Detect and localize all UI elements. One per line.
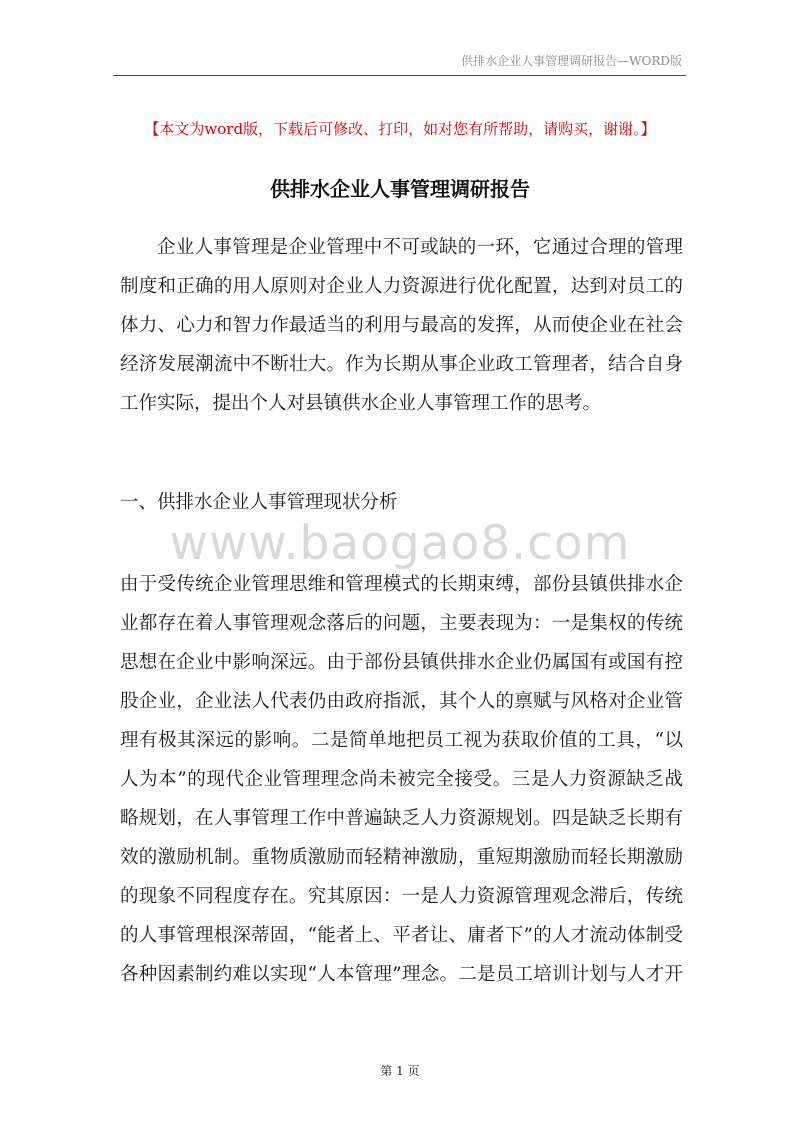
paragraph-line: 各种因素制约难以实现“人本管理”理念。二是员工培训计划与人才开 bbox=[120, 964, 683, 985]
paragraph-line: 的现象不同程度存在。究其原因：一是人力资源管理观念滞后，传统 bbox=[120, 886, 683, 907]
paragraph-line: 体力、心力和智力作最适当的利用与最高的发挥，从而使企业在社会 bbox=[120, 315, 683, 336]
intro-paragraph bbox=[120, 228, 683, 423]
section-heading: 一、供排水企业人事管理现状分析 bbox=[120, 492, 398, 513]
paragraph-line: 股企业，企业法人代表仍由政府指派，其个人的禀赋与风格对企业管 bbox=[120, 691, 683, 712]
paragraph-line: 理有极其深远的影响。二是简单地把员工视为获取价值的工具，“以 bbox=[120, 730, 683, 751]
paragraph-line: 人为本”的现代企业管理理念尚未被完全接受。三是人力资源缺乏战 bbox=[120, 769, 683, 790]
paragraph-line: 效的激励机制。重物质激励而轻精神激励，重短期激励而轻长期激励 bbox=[120, 847, 683, 868]
paragraph-line: 工作实际，提出个人对县镇供水企业人事管理工作的思考。 bbox=[120, 393, 602, 414]
paragraph-line: 经济发展潮流中不断壮大。作为长期从事企业政工管理者，结合自身 bbox=[120, 354, 683, 375]
paragraph-line: 的人事管理根深蒂固，“能者上、平者让、庸者下”的人才流动体制受 bbox=[120, 925, 683, 946]
watermark: www.baogao8.com bbox=[169, 516, 631, 571]
paragraph-line: 制度和正确的用人原则对企业人力资源进行优化配置，达到对员工的 bbox=[120, 276, 683, 297]
running-header: 供排水企业人事管理调研报告—WORD版 bbox=[461, 54, 682, 68]
document-title: 供排水企业人事管理调研报告 bbox=[270, 177, 530, 201]
paragraph-line: 由于受传统企业管理思维和管理模式的长期束缚，部份县镇供排水企 bbox=[120, 574, 683, 595]
paragraph-line: 略规划，在人事管理工作中普遍缺乏人力资源规划。四是缺乏长期有 bbox=[120, 808, 683, 829]
download-notice: 【本文为word版，下载后可修改、打印，如对您有所帮助，请购买，谢谢。】 bbox=[144, 120, 656, 138]
analysis-paragraph bbox=[120, 565, 683, 994]
paragraph-line: 业都存在着人事管理观念落后的问题，主要表现为：一是集权的传统 bbox=[120, 613, 683, 634]
paragraph-line: 思想在企业中影响深远。由于部份县镇供排水企业仍属国有或国有控 bbox=[120, 652, 683, 673]
page-number: 第 1 页 bbox=[380, 1064, 420, 1078]
header-divider bbox=[113, 75, 686, 76]
paragraph-line: 企业人事管理是企业管理中不可或缺的一环，它通过合理的管理 bbox=[157, 237, 683, 258]
